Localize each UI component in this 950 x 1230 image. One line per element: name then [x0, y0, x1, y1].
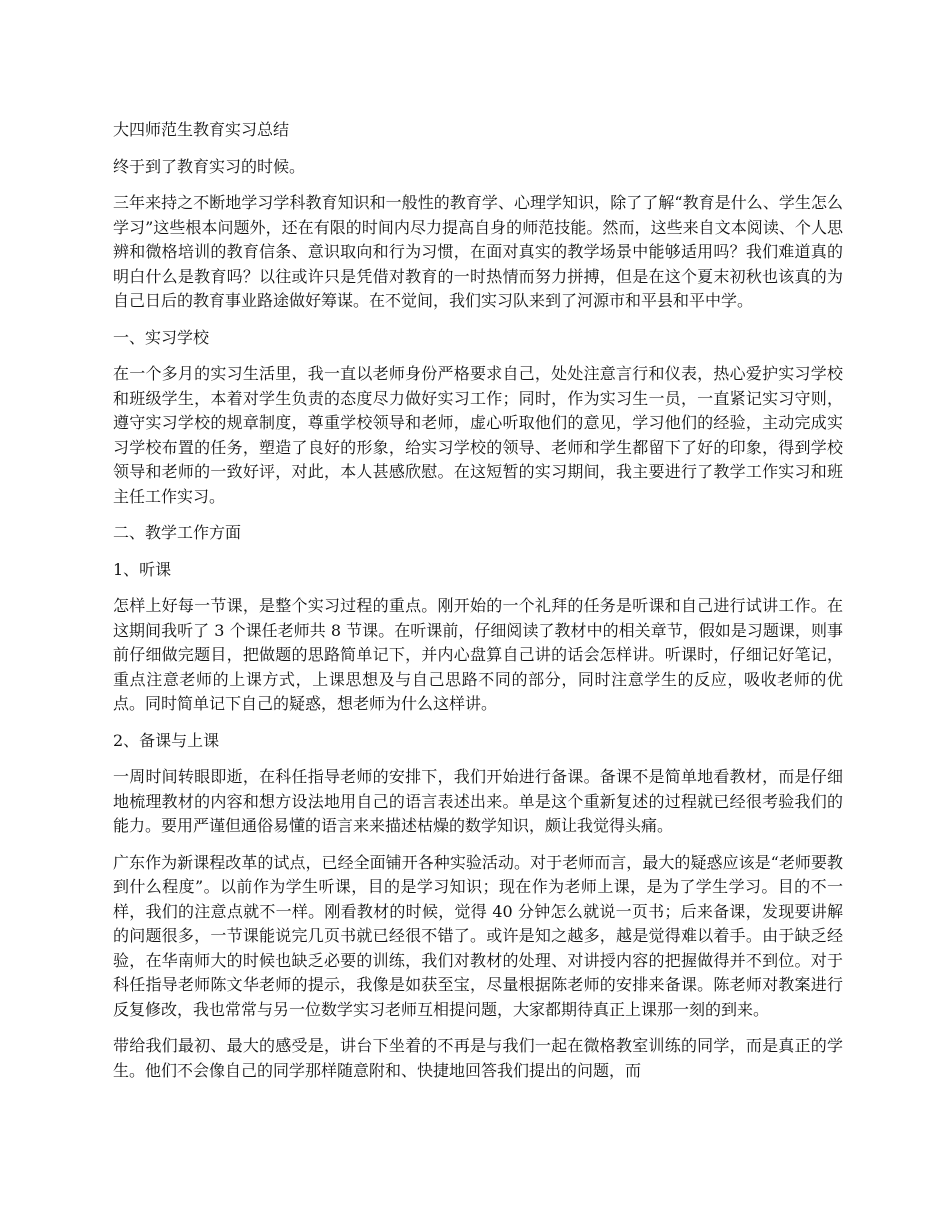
document-title: 大四师范生教育实习总结: [113, 120, 290, 139]
subsection-heading-listening: 1、听课: [113, 559, 172, 579]
subsection-heading-preparation: 2、备课与上课: [113, 730, 220, 750]
section-heading-school: 一、实习学校: [113, 327, 210, 347]
preparation-paragraph: 一周时间转眼即逝，在科任指导老师的安排下，我们开始进行备课。备课不是简单地看教材，而是仔细地梳理教材的内容和想方设法地用自己的语言表述出来。单是这个重新复述的过程就已经很考验我们的能力。要用严谨但通俗易懂的语言来来描述枯燥的数学知识，颇让我觉得头痛。: [113, 767, 843, 835]
background-paragraph: 三年来持之不断地学习学科教育知识和一般性的教育学、心理学知识，除了了解“教育是什么、学生怎么学习”这些根本问题外，还在有限的时间内尽力提高自身的师范技能。然而，这些来自文本阅读、个人思辨和微格培训的教育信条、意识取向和行为习惯，在面对真实的教学场景中能够适用吗？我们难道真的明白什么是教育吗？以往或许只是凭借对教育的一时热情而努力拼搏，但是在这个夏末初秋也该真的为自己日后的教育事业路途做好筹谋。在不觉间，我们实习队来到了河源市和平县和平中学。: [113, 193, 843, 310]
intro-paragraph: 终于到了教育实习的时候。: [113, 156, 306, 176]
document-page: [113, 118, 843, 1095]
section-heading-teaching: 二、教学工作方面: [113, 523, 242, 542]
school-paragraph: 在一个多月的实习生活里，我一直以老师身份严格要求自己，处处注意言行和仪表，热心爱护实习学校和班级学生，本着对学生负责的态度尽力做好实习工作；同时，作为实习生一员，一直紧记实习守则，遵守实习学校的规章制度，尊重学校领导和老师，虚心听取他们的意见，学习他们的经验，主动完成实习学校布置的任务，塑造了良好的形象，给实习学校的领导、老师和学生都留下了好的印象，得到学校领导和老师的一致好评，对此，本人甚感欣慰。在这短暂的实习期间，我主要进行了教学工作实习和班主任工作实习。: [113, 364, 843, 506]
listening-paragraph: 怎样上好每一节课，是整个实习过程的重点。刚开始的一个礼拜的任务是听课和自己进行试讲工作。在这期间我听了 3 个课任老师共 8 节课。在听课前，仔细阅读了教材中的相关章节，假如是习题课，则事前仔细做完题目，把做题的思路简单记下，并内心盘算自己讲的话会怎样讲。听课时，仔细记好笔记，重点注意老师的上课方式，上课思想及与自己思路不同的部分，同时注意学生的反应，吸收老师的优点。同时简单记下自己的疑惑，想老师为什么这样讲。: [113, 596, 843, 713]
first-impression-paragraph: 带给我们最初、最大的感受是，讲台下坐着的不再是与我们一起在微格教室训练的同学，而是真正的学生。他们不会像自己的同学那样随意附和、快捷地回答我们提出的问题，而: [113, 1036, 843, 1080]
curriculum-reform-paragraph: 广东作为新课程改革的试点，已经全面铺开各种实验活动。对于老师而言，最大的疑惑应该是“老师要教到什么程度”。以前作为学生听课，目的是学习知识；现在作为老师上课，是为了学生学习。目的不一样，我们的注意点就不一样。刚看教材的时候，觉得 40 分钟怎么就说一页书；后来备课，发现要讲解的问题很多，一节课能说完几页书就已经很不错了。或许是知之越多，越是觉得难以着手。由于缺乏经验，在华南师大的时候也缺乏必要的训练，我们对教材的处理、对讲授内容的把握做得并不到位。对于科任指导老师陈文华老师的提示，我像是如获至宝，尽量根据陈老师的安排来备课。陈老师对教案进行反复修改，我也常常与另一位数学实习老师互相提问题，大家都期待真正上课那一刻的到来。: [113, 852, 843, 1019]
